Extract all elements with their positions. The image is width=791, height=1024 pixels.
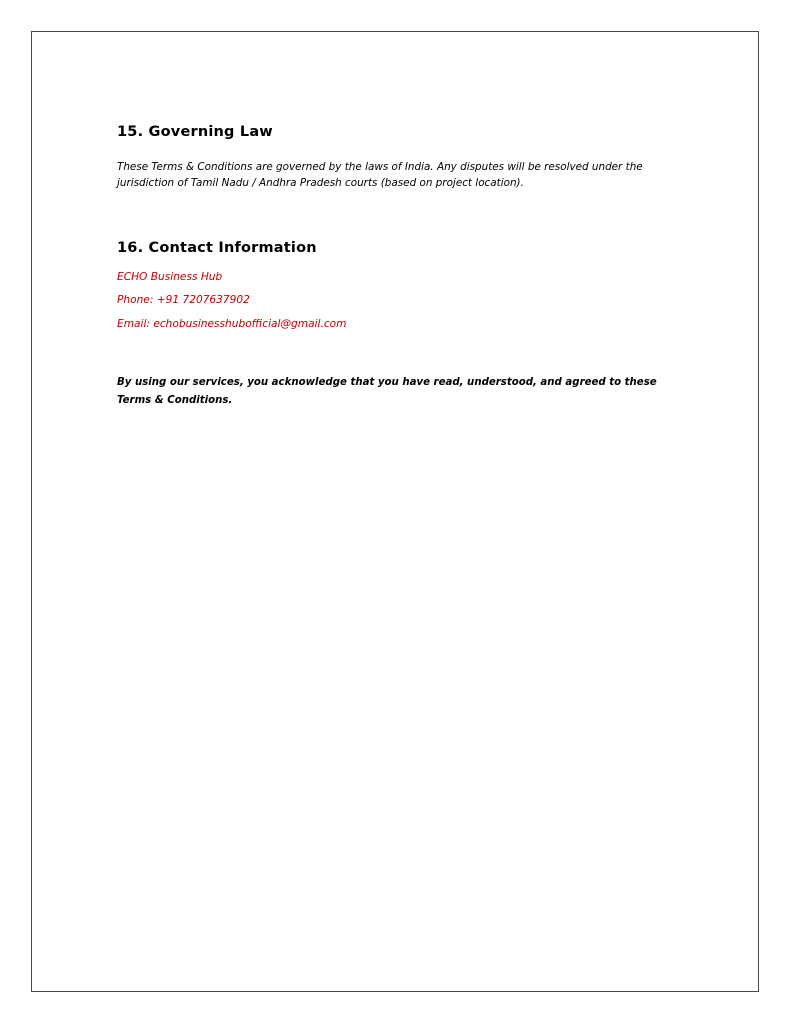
contact-email: Email: echobusinesshubofficial@gmail.com xyxy=(117,318,347,330)
acknowledgement-text: By using our services, you acknowledge that you have read, understood, and agreed to these Terms & Conditions. xyxy=(117,377,657,406)
contact-company-name: ECHO Business Hub xyxy=(117,271,223,283)
governing-law-text: These Terms & Conditions are governed by the laws of India. Any disputes will be resolved under the jurisdiction of Tamil Nadu / Andhra Pradesh courts (based on project location). xyxy=(117,161,643,189)
contact-information-heading: 16. Contact Information xyxy=(117,240,317,256)
contact-phone: Phone: +91 7207637902 xyxy=(117,294,250,306)
governing-law-heading: 15. Governing Law xyxy=(117,124,273,140)
